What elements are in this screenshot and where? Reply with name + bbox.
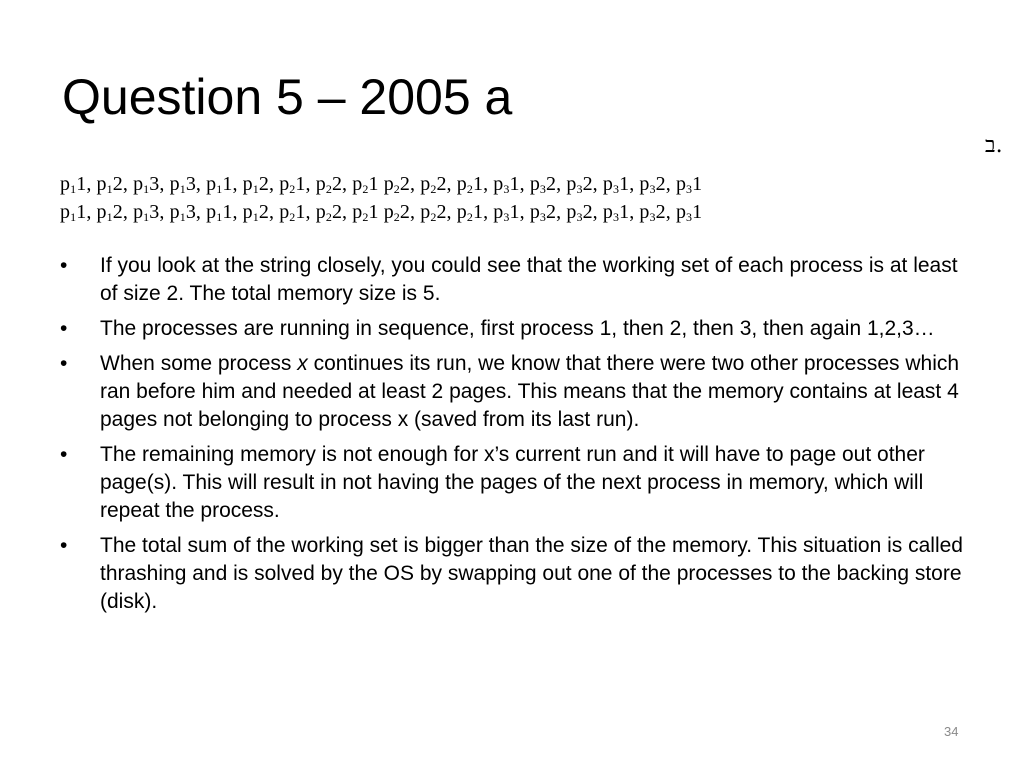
reference-sequence-image (60, 170, 960, 226)
ref-0-12: $p_31$ (493, 173, 520, 196)
bullet-text-before: When some process (100, 352, 298, 375)
ref-1-11: $p_21$ (456, 201, 484, 224)
ref-1-8: $p_21$ (352, 201, 379, 224)
ref-0-11: $p_21$ (456, 173, 484, 196)
ref-1-15: $p_31$ (602, 201, 630, 224)
bullet-icon: • (60, 352, 68, 375)
ref-0-15: $p_31$ (602, 173, 630, 196)
ref-0-14: $p_32$ (566, 173, 593, 196)
slide-title: Question 5 – 2005 a (62, 69, 513, 125)
ref-1-5: $p_12$ (242, 201, 269, 224)
ref-0-10: $p_22$ (420, 173, 447, 196)
explanation-bullets (60, 252, 970, 623)
ref-0-8: $p_21$ (352, 173, 379, 196)
ref-1-1: $p_12$ (96, 201, 123, 224)
ref-0-1: $p_12$ (96, 173, 123, 196)
ref-0-6: $p_21$ (279, 173, 306, 196)
ref-1-10: $p_22$ (420, 201, 447, 224)
bullet-item (60, 252, 970, 308)
bullet-item (60, 350, 970, 434)
bullet-text: The remaining memory is not enough for x’s current run and it will have to page out other page(s). This will result in not having the pages of the next process in memory, which will repeat the process. (100, 443, 925, 522)
bullet-text: The total sum of the working set is bigger than the size of the memory. This situation is called thrashing and is solved by the OS by swapping out one of the processes to the backing store (disk). (100, 534, 963, 613)
sequence-line-2: $p_11$, $p_12$, $p_13$, $p_13$, $p_11$, $p_12$, $p_21$, $p_22$, $p_21$ $p_22$, $p_22$, $p_21$, $p_31$, $p_32$, $p_32$, $p_31$, $p_32$, $p_31$ (60, 201, 703, 224)
ref-0-5: $p_12$ (242, 173, 269, 196)
bullet-icon: • (60, 534, 68, 557)
bullet-icon: • (60, 254, 68, 277)
ref-1-2: $p_13$ (133, 201, 160, 224)
ref-1-13: $p_32$ (529, 201, 557, 224)
ref-1-3: $p_13$ (169, 201, 196, 224)
slide-page-number: 34 (944, 724, 959, 739)
ref-1-6: $p_21$ (279, 201, 306, 224)
ref-1-9: $p_22$ (383, 201, 411, 224)
bullet-item (60, 532, 970, 616)
ref-1-16: $p_32$ (639, 201, 666, 224)
bullet-icon: • (60, 443, 68, 466)
ref-0-17: $p_31$ (675, 173, 703, 196)
bullet-item (60, 441, 970, 525)
italic-variable-x: x (297, 352, 308, 375)
ref-1-14: $p_32$ (566, 201, 593, 224)
ref-0-4: $p_11$ (206, 173, 233, 196)
ref-0-16: $p_32$ (639, 173, 666, 196)
ref-0-3: $p_13$ (169, 173, 196, 196)
sequence-line-1: $p_11$, $p_12$, $p_13$, $p_13$, $p_11$, $p_12$, $p_21$, $p_22$, $p_21$ $p_22$, $p_22$, $p_21$, $p_31$, $p_32$, $p_32$, $p_31$, $p_32$, $p_31$ (60, 173, 703, 196)
ref-0-9: $p_22$ (383, 173, 411, 196)
ref-0-7: $p_22$ (315, 173, 343, 196)
ref-1-4: $p_11$ (206, 201, 233, 224)
ref-0-13: $p_32$ (529, 173, 557, 196)
bullet-text (100, 352, 959, 431)
bullet-text: If you look at the string closely, you could see that the working set of each process is at least of size 2. The total memory size is 5. (100, 254, 958, 305)
hebrew-section-mark: ב. (985, 133, 1003, 158)
ref-0-2: $p_13$ (133, 173, 160, 196)
bullet-item (60, 315, 970, 343)
bullet-text-after: continues its run, we know that there were two other processes which ran before him and needed at least 2 pages. This means that the memory contains at least 4 pages not belonging to process x (saved from its last run). (100, 352, 960, 431)
ref-1-17: $p_31$ (675, 201, 703, 224)
bullet-text: The processes are running in sequence, first process 1, then 2, then 3, then again 1,2,3… (100, 317, 935, 340)
bullet-icon: • (60, 317, 68, 340)
ref-1-0: $p_11$ (60, 201, 87, 224)
ref-1-12: $p_31$ (493, 201, 520, 224)
ref-0-0: $p_11$ (60, 173, 87, 196)
ref-1-7: $p_22$ (315, 201, 343, 224)
